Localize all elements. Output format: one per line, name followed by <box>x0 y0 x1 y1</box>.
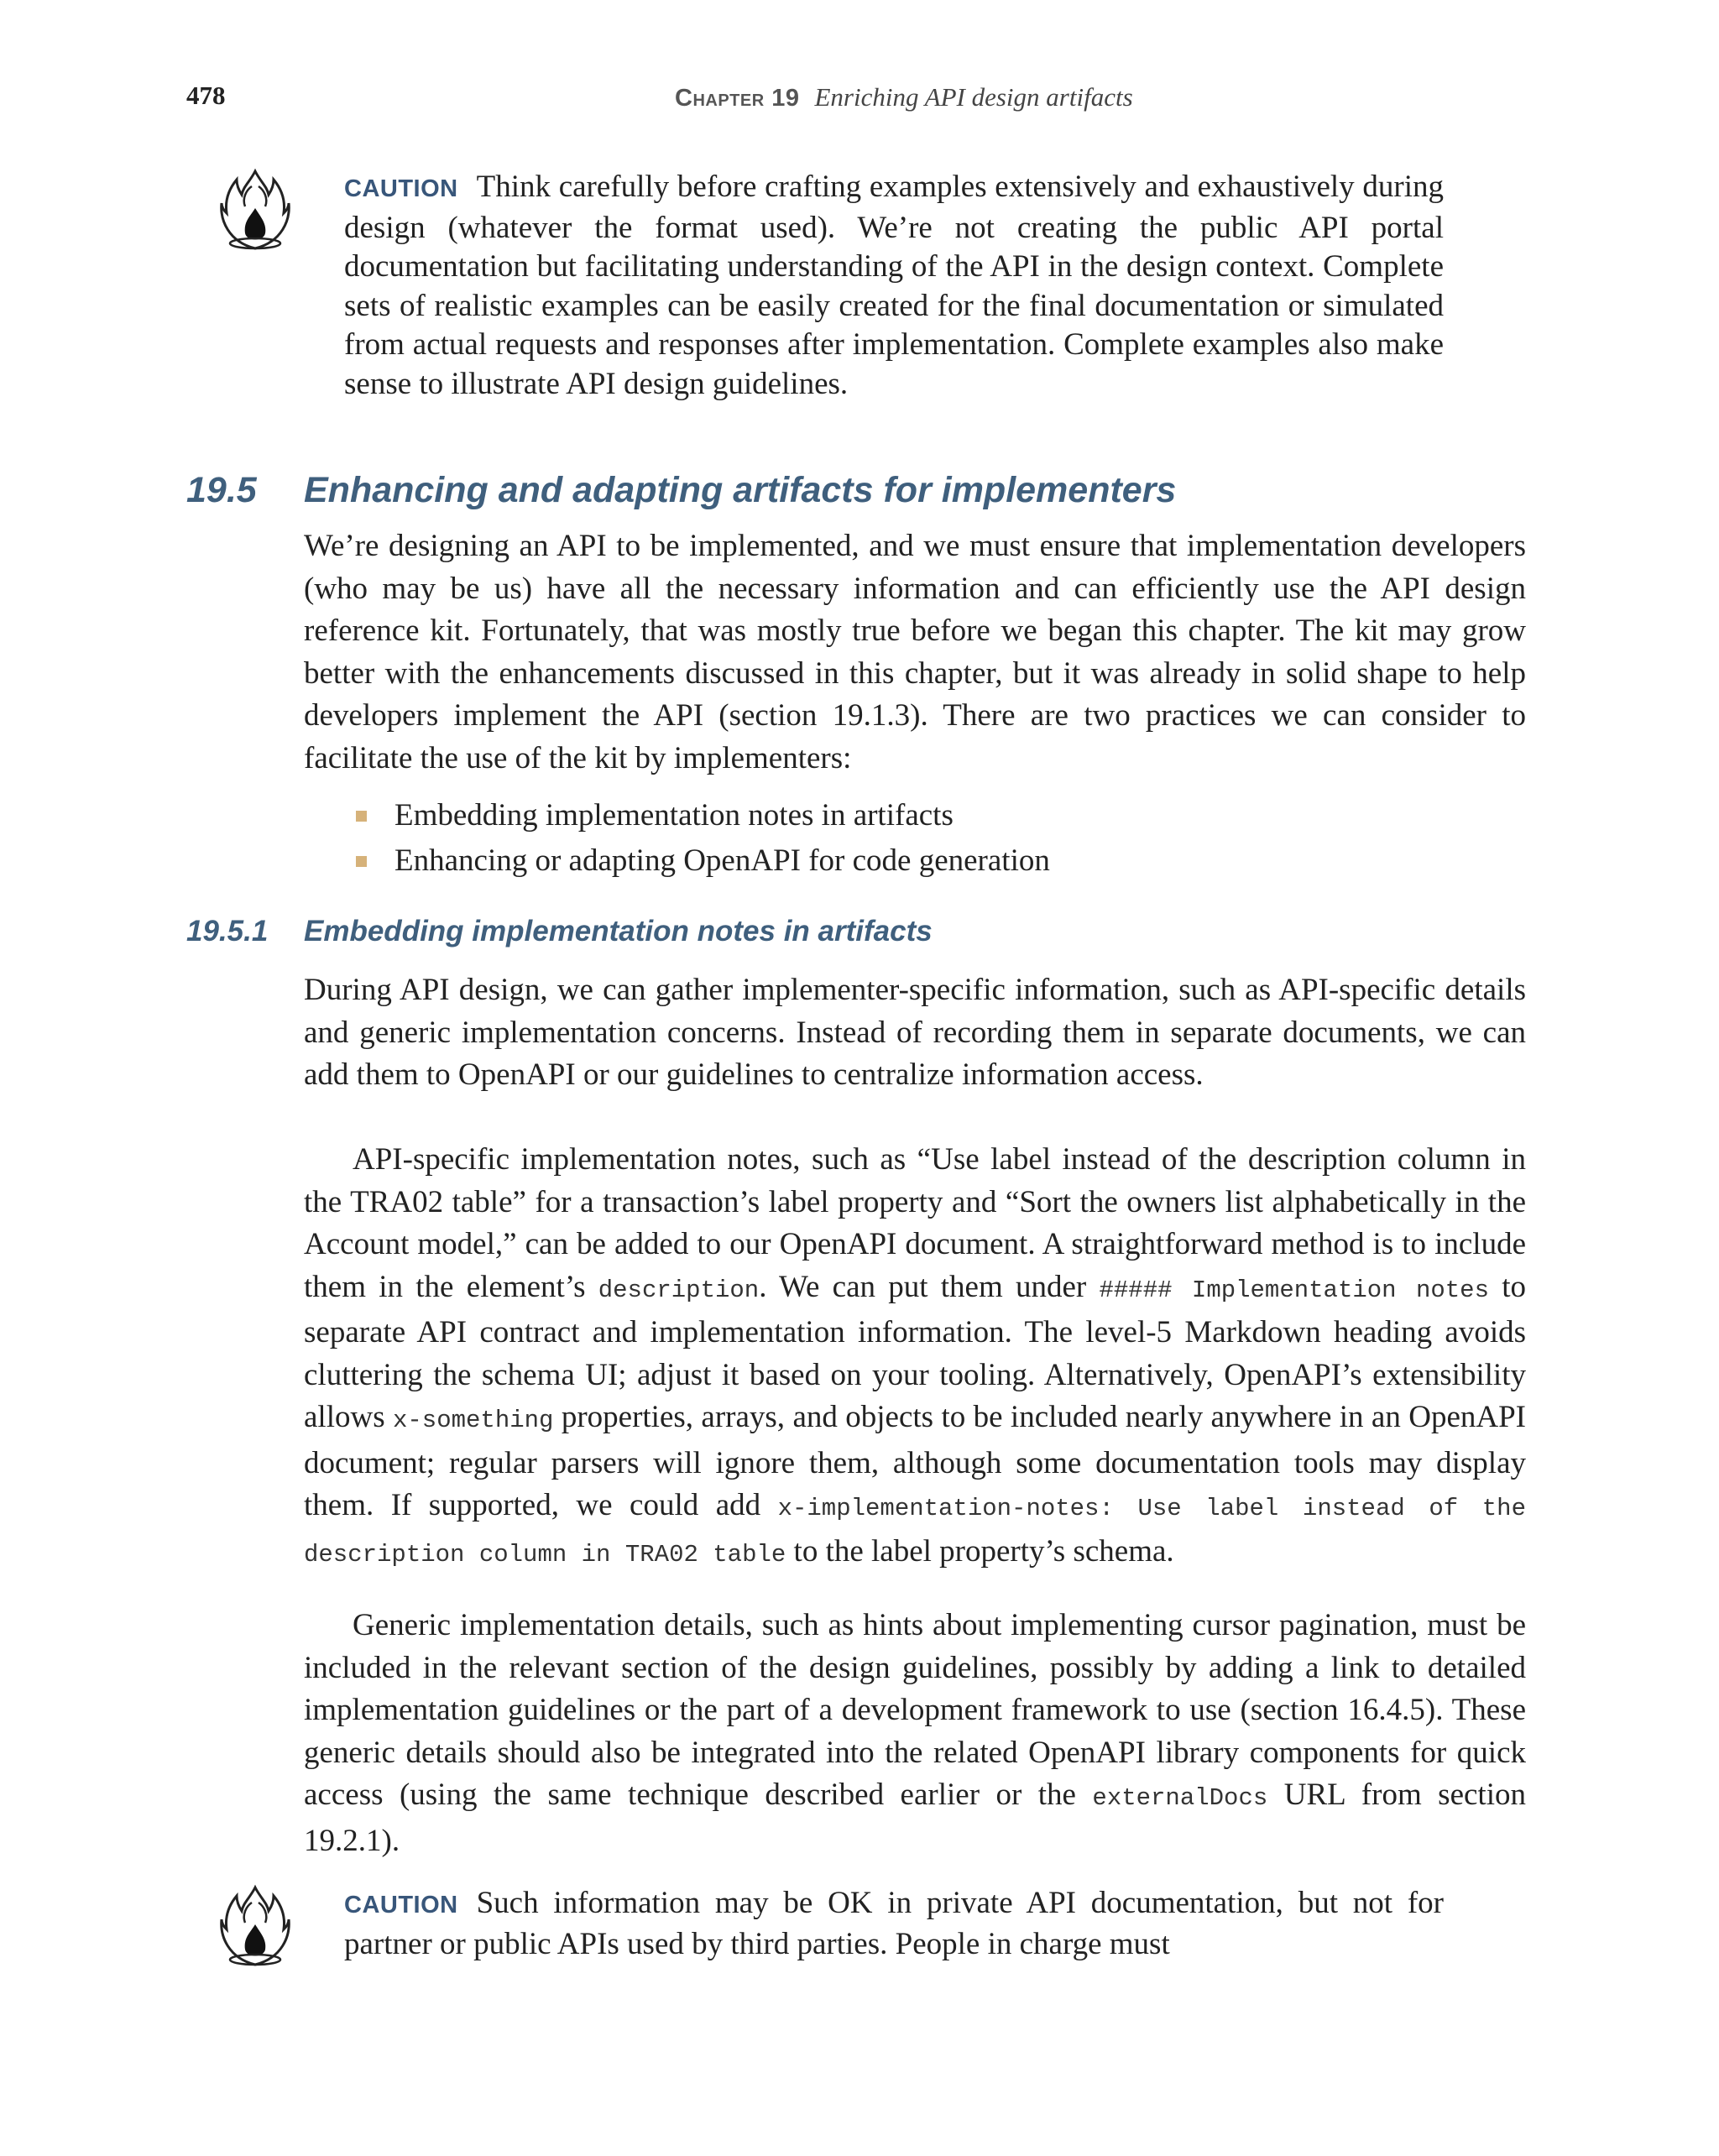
bullet-square-icon <box>356 856 367 867</box>
running-head <box>675 82 1133 112</box>
list-item: Embedding implementation notes in artifacts <box>353 793 1528 838</box>
bullet-square-icon <box>356 811 367 822</box>
caution-body: Think carefully before crafting examples extensively and exhaustively during design (whatever the format used). We’re not creating the public API portal documentation but facilitating understanding of the API in the design context. Complete sets of realistic examples can be easily created for the final documentation or simulated from actual requests and responses after implementation. Complete examples also make sense to illustrate API design guidelines. <box>344 170 1444 401</box>
caution-body: Such information may be OK in private API documentation, but not for partner or public APIs used by third parties. People in charge must <box>344 1886 1444 1961</box>
page-header <box>186 81 1533 117</box>
inline-code: x-something <box>393 1407 554 1434</box>
flame-caution-icon <box>220 168 290 252</box>
section-number: 19.5 <box>186 470 257 510</box>
caution-label: CAUTION <box>344 175 458 202</box>
paragraph-3: Generic implementation details, such as hints about implementing cursor pagination, must be included in the relevant section of the design guidelines, possibly by adding a link to detailed implementation guidelines or the part of a development framework to use (section 16.4.5). These generic details should also be integrated into the related OpenAPI library components for quick access (using the same technique described earlier or the externalDocs URL from section 19.2.1). <box>304 1608 1526 1858</box>
subsection-number: 19.5.1 <box>186 915 269 947</box>
inline-code: ##### Implementation notes <box>1099 1276 1489 1304</box>
caution-label: CAUTION <box>344 1892 458 1918</box>
chapter-label: Chapter 19 <box>675 85 800 112</box>
caution-text <box>344 1884 1444 1964</box>
chapter-title: Enriching API design artifacts <box>814 82 1133 112</box>
inline-code: externalDocs <box>1092 1784 1268 1812</box>
paragraph-2: API-specific implementation notes, such as “Use label instead of the description column in the TRA02 table” for a transaction’s label property and “Sort the owners list alphabetically in the Account model,” can be added to our OpenAPI document. A straightforward method is to include them in the element’s description. We can put them under ##### Implementation notes to separate API contract and implementation information. The level-5 Markdown heading avoids cluttering the schema UI; adjust it based on your tooling. Alternatively, OpenAPI’s extensibility allows x-something properties, arrays, and objects to be included nearly anywhere in an OpenAPI document; regular parsers will ignore them, although some documentation tools may display them. If supported, we could add x-implementation-notes: Use label instead of the description column in TRA02 table to the label property’s schema. <box>304 1142 1527 1569</box>
inline-code: x-implementation-notes: Use label instead of the description column in TRA02 table <box>304 1495 1526 1569</box>
section-heading <box>186 470 1176 511</box>
section-paragraph: We’re designing an API to be implemented, and we must ensure that implementation developers (who may be us) have all the necessary information and can efficiently use the API design reference kit. Fortunately, that was mostly true before we began this chapter. The kit may grow better with the enhancements discussed in this chapter, but it was already in solid shape to help developers implement the API (section 19.1.3). There are two practices we can consider to facilitate the use of the kit by implementers: <box>304 529 1526 775</box>
page-number: 478 <box>186 81 226 110</box>
section-title: Enhancing and adapting artifacts for implementers <box>304 470 1177 510</box>
flame-caution-icon <box>220 1884 290 1968</box>
inline-code: description <box>598 1276 760 1304</box>
subsection-title: Embedding implementation notes in artifacts <box>304 915 933 947</box>
bullet-list <box>353 793 1528 884</box>
subsection-heading <box>186 915 933 948</box>
list-item: Enhancing or adapting OpenAPI for code generation <box>353 838 1528 884</box>
paragraph-1: During API design, we can gather implementer-specific information, such as API-specific details and generic implementation concerns. Instead of recording them in separate documents, we can add them to OpenAPI or our guidelines to centralize information access. <box>304 973 1526 1092</box>
caution-text <box>344 168 1444 404</box>
